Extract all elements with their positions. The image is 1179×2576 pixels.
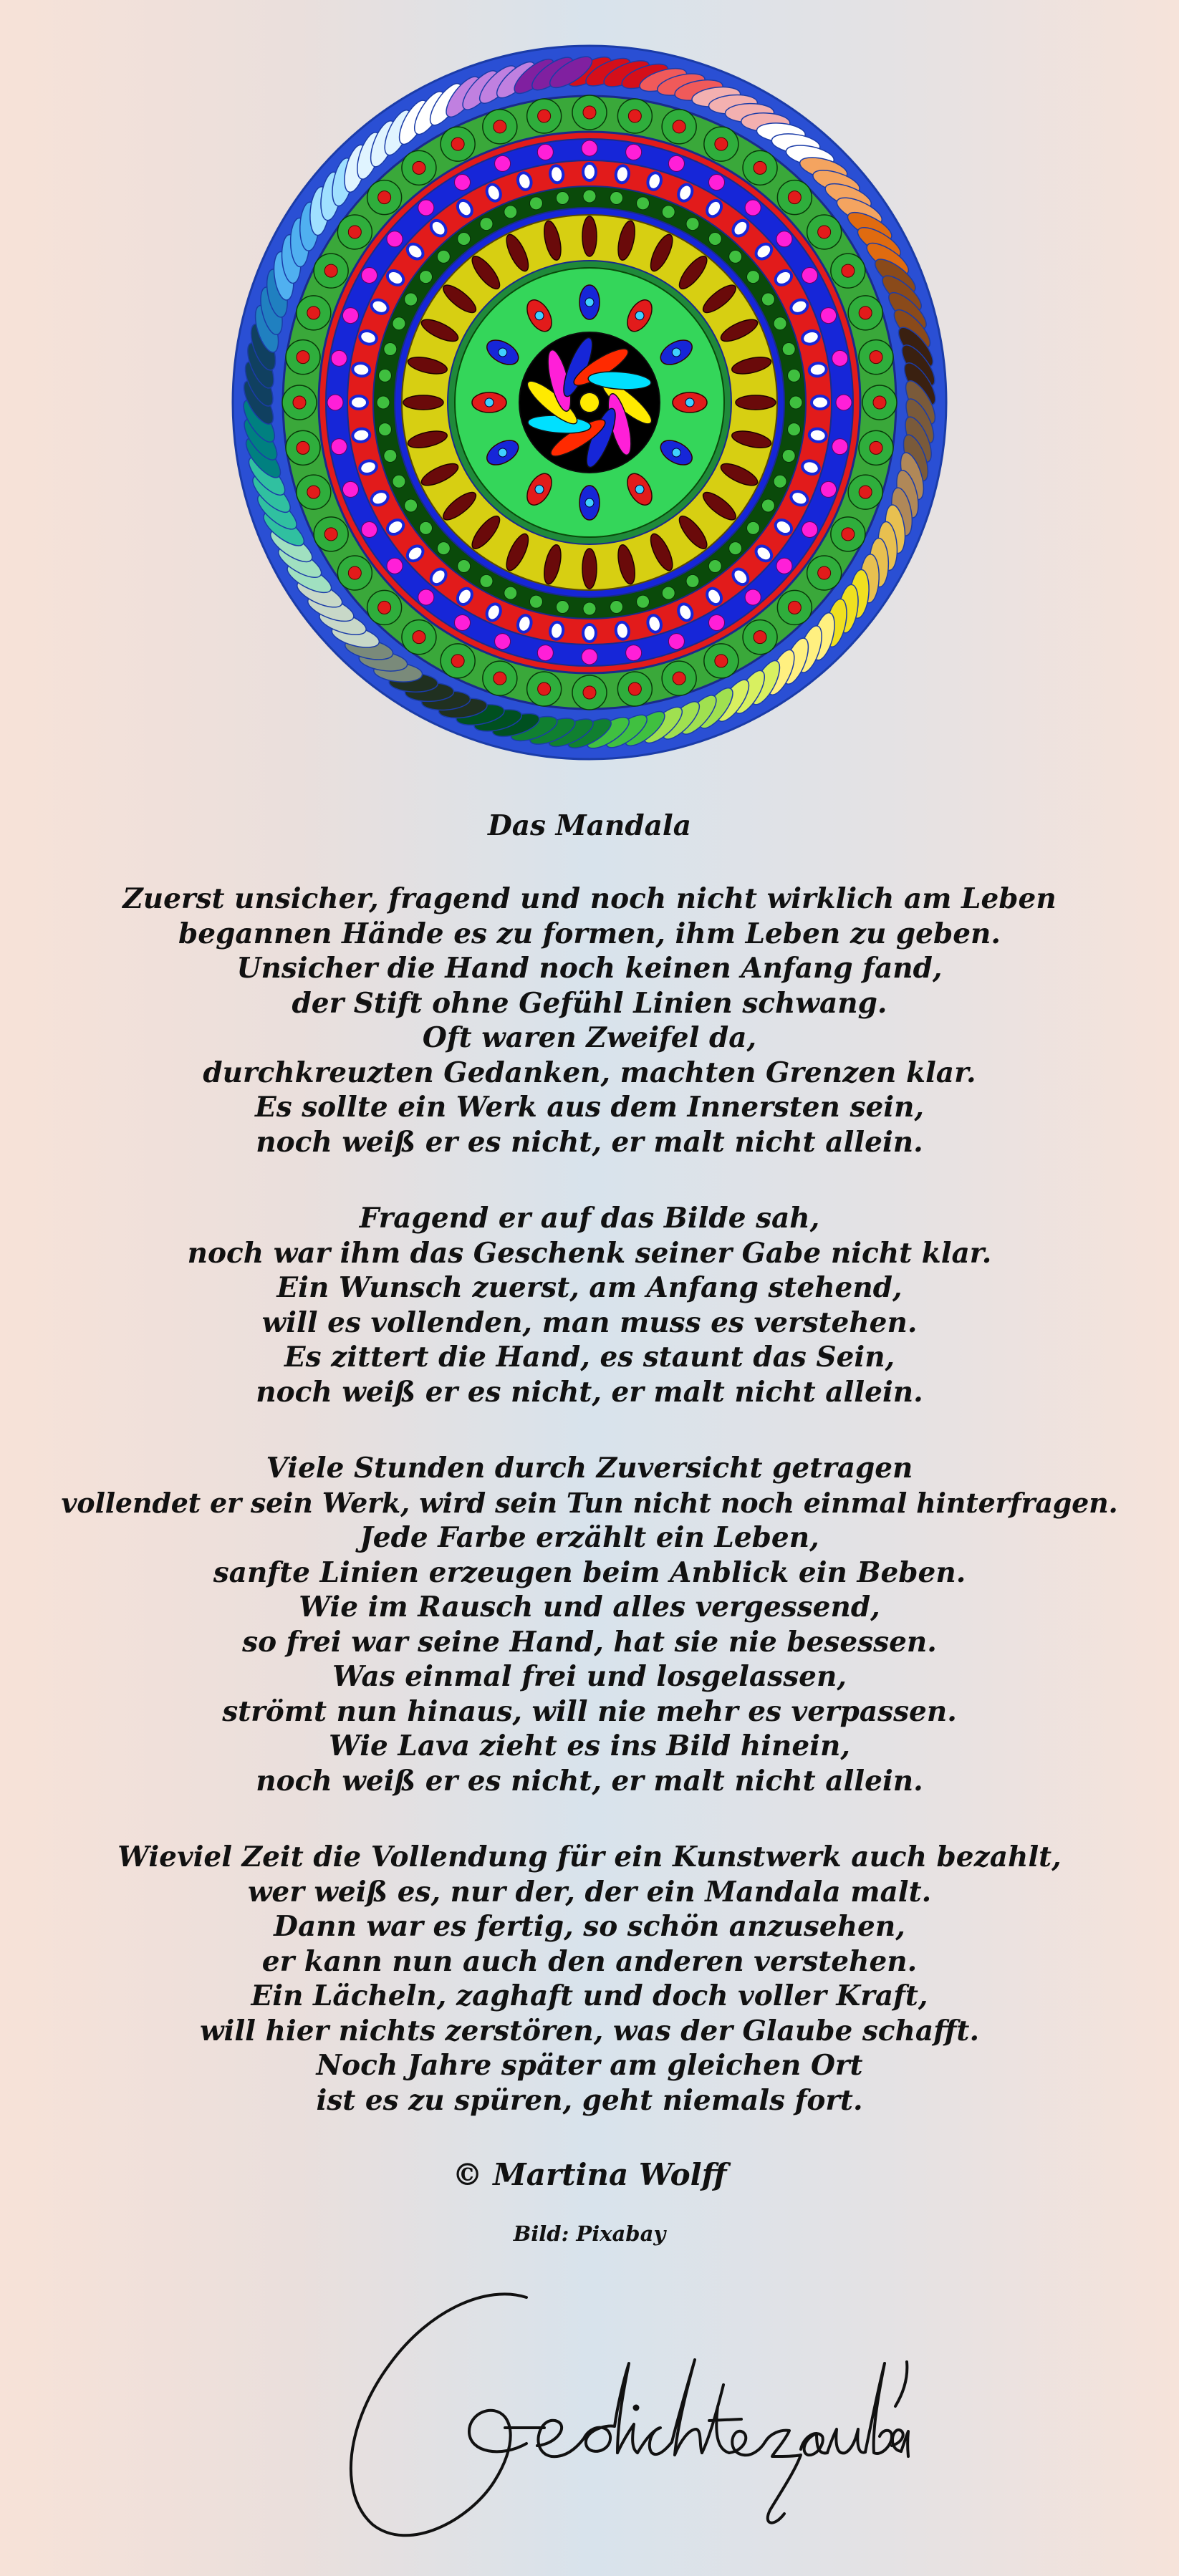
poem-line: er kann nun auch den anderen verstehen.	[261, 1944, 918, 1978]
poem-line: Dann war es fertig, so schön anzusehen,	[274, 1910, 905, 1943]
gedichtezauber-signature-logo	[322, 2277, 910, 2550]
mandala-illustration	[231, 44, 948, 761]
poem-line: Viele Stunden durch Zuversicht getragen	[266, 1452, 913, 1485]
poem-line: vollendet er sein Werk, wird sein Tun nicht noch einmal hinterfragen.	[61, 1486, 1118, 1519]
signature-icon	[322, 2277, 910, 2550]
poem-line: Es sollte ein Werk aus dem Innersten sein,	[254, 1091, 925, 1124]
poem-title: Das Mandala	[487, 809, 692, 842]
poem-line: Fragend er auf das Bilde sah,	[359, 1202, 820, 1235]
poem-line: so frei war seine Hand, hat sie nie besessen.	[242, 1625, 937, 1659]
poem-line: Unsicher die Hand noch keinen Anfang fand,	[236, 952, 943, 985]
poem-line: Zuerst unsicher, fragend und noch nicht wirklich am Leben	[122, 882, 1057, 915]
poem-line: wer weiß es, nur der, der ein Mandala malt.	[247, 1875, 932, 1909]
poem-line: der Stift ohne Gefühl Linien schwang.	[292, 986, 887, 1020]
image-credit: Bild: Pixabay	[513, 2222, 666, 2246]
poem-line: will hier nichts zerstören, was der Glaube schafft.	[199, 2014, 980, 2047]
poem-line: noch weiß er es nicht, er malt nicht allein.	[256, 1764, 923, 1798]
poem-line: durchkreuzten Gedanken, machten Grenzen klar.	[203, 1056, 976, 1089]
poem-line: Ein Wunsch zuerst, am Anfang stehend,	[276, 1271, 903, 1304]
poem-line: Wieviel Zeit die Vollendung für ein Kunstwerk auch bezahlt,	[117, 1841, 1062, 1873]
author-copyright: © Martina Wolff	[452, 2157, 727, 2192]
poem-line: begannen Hände es zu formen, ihm Leben zu geben.	[178, 917, 1001, 950]
stanza-2	[0, 1201, 1179, 1409]
poem-line: sanfte Linien erzeugen beim Anblick ein Beben.	[213, 1555, 966, 1589]
poem-line: Noch Jahre später am gleichen Ort	[316, 2049, 863, 2082]
poem-line: Es zittert die Hand, es staunt das Sein,	[284, 1341, 895, 1374]
stanza-4	[0, 1840, 1179, 2118]
stanza-3	[0, 1451, 1179, 1798]
poem-line: will es vollenden, man muss es verstehen.	[261, 1306, 918, 1339]
poem-line: noch weiß er es nicht, er malt nicht allein.	[256, 1125, 923, 1159]
poem-line: noch weiß er es nicht, er malt nicht allein.	[256, 1375, 923, 1409]
stanza-1	[0, 882, 1179, 1159]
poem-line: Ein Lächeln, zaghaft und doch voller Kraft,	[251, 1979, 928, 2012]
poem-line: Was einmal frei und losgelassen,	[332, 1660, 847, 1693]
poem-line: noch war ihm das Geschenk seiner Gabe nicht klar.	[187, 1236, 992, 1270]
poem-line: ist es zu spüren, geht niemals fort.	[316, 2083, 863, 2117]
poem-line: Oft waren Zweifel da,	[422, 1021, 757, 1054]
poem-line: Jede Farbe erzählt ein Leben,	[360, 1521, 819, 1554]
poem-line: Wie im Rausch und alles vergessend,	[299, 1591, 880, 1624]
poem	[0, 806, 1179, 2248]
poem-line: strömt nun hinaus, will nie mehr es verpassen.	[222, 1694, 957, 1728]
poem-line: Wie Lava zieht es ins Bild hinein,	[329, 1730, 850, 1762]
mandala-image	[231, 44, 948, 761]
